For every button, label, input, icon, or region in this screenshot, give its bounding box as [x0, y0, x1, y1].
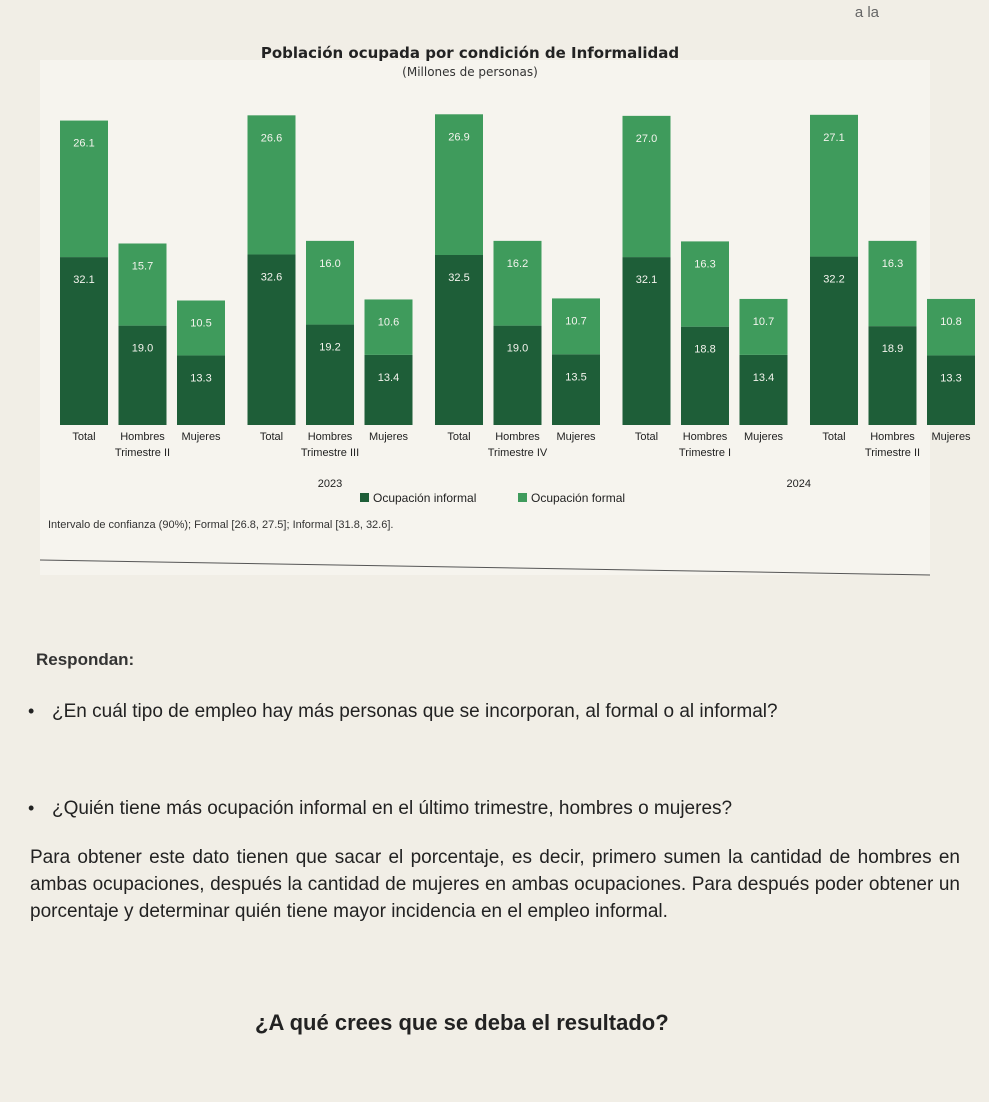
year-label: 2024 [786, 478, 811, 490]
chart-title: Población ocupada por condición de Informalidad [260, 44, 680, 62]
bar-informal [740, 355, 788, 425]
bar-informal [681, 327, 729, 425]
value-label-formal: 16.3 [694, 258, 716, 271]
category-label: Mujeres [743, 431, 784, 443]
bar-informal [552, 354, 600, 425]
value-label-formal: 16.0 [319, 257, 341, 270]
value-label-formal: 26.9 [448, 131, 470, 144]
category-label: Total [634, 431, 659, 443]
bar-informal [927, 355, 975, 425]
value-label-formal: 27.1 [823, 131, 845, 144]
bar-formal [306, 241, 354, 325]
bar-informal [494, 326, 542, 425]
chart-panel [40, 60, 930, 575]
value-label-informal: 13.3 [940, 372, 962, 385]
category-label: Mujeres [181, 431, 221, 443]
category-label: Hombres [682, 431, 728, 443]
bar-informal [365, 355, 413, 425]
bar-formal [869, 241, 917, 326]
chart-subtitle: (Millones de personas) [402, 65, 538, 79]
bar-informal [869, 326, 917, 425]
legend-label-informal: Ocupación informal [373, 491, 477, 505]
bar-informal [119, 326, 167, 425]
value-label-formal: 10.6 [377, 316, 400, 329]
category-label: Hombres [870, 431, 915, 443]
value-label-informal: 13.3 [190, 372, 212, 385]
value-label-formal: 10.7 [565, 315, 587, 328]
question-text: ¿En cuál tipo de empleo hay más personas que se incorporan, al formal o al informal? [52, 701, 778, 722]
value-label-informal: 32.5 [448, 272, 470, 284]
value-label-informal: 18.9 [881, 343, 904, 356]
category-label: Total [259, 431, 284, 443]
legend-swatch-formal [518, 493, 527, 502]
category-label: Hombres [495, 431, 540, 443]
value-label-formal: 16.3 [881, 257, 904, 270]
legend-swatch-informal [360, 493, 369, 502]
value-label-informal: 18.8 [694, 343, 716, 356]
bar-informal [306, 325, 354, 425]
value-label-formal: 26.1 [73, 137, 95, 150]
category-label: Hombres [307, 431, 353, 443]
value-label-informal: 19.0 [506, 342, 529, 355]
closing-question: ¿A qué crees que se deba el resultado? [255, 1010, 669, 1035]
bar-informal [177, 355, 225, 425]
question-item [28, 700, 952, 724]
question-item [28, 797, 952, 821]
value-label-informal: 32.6 [260, 271, 283, 284]
bar-formal [681, 241, 729, 326]
category-label: Total [72, 431, 96, 443]
group-label: Trimestre II [864, 447, 921, 459]
value-label-formal: 10.7 [752, 315, 775, 328]
bar-formal [119, 243, 167, 325]
category-label: Mujeres [368, 431, 409, 443]
group-label: Trimestre I [678, 447, 732, 459]
category-label: Mujeres [931, 431, 971, 443]
instructions-paragraph: Para obtener este dato tienen que sacar el porcentaje, es decir, primero sumen la cantidad de hombres en ambas ocupaciones, después la cantidad de mujeres en ambas ocupaciones. Para después poder obtener un porcentaje y determinar quién tiene mayor incidencia en el empleo informal. [30, 847, 960, 922]
value-label-informal: 32.1 [635, 274, 658, 287]
group-label: Trimestre III [300, 447, 360, 459]
legend-label-formal: Ocupación formal [531, 491, 626, 505]
questions-heading: Respondan: [36, 650, 135, 669]
value-label-informal: 32.2 [823, 273, 845, 286]
question-text: ¿Quién tiene más ocupación informal en el último trimestre, hombres o mujeres? [52, 798, 733, 819]
category-label: Hombres [120, 431, 165, 443]
value-label-informal: 32.1 [73, 274, 95, 287]
group-label: Trimestre II [114, 447, 171, 459]
bullet-icon: • [28, 798, 35, 818]
value-label-informal: 19.0 [131, 342, 154, 355]
value-label-formal: 26.6 [260, 132, 283, 145]
category-label: Total [822, 431, 846, 443]
value-label-informal: 19.2 [319, 341, 341, 354]
year-label: 2023 [317, 478, 343, 490]
category-label: Total [447, 431, 471, 443]
value-label-formal: 16.2 [506, 257, 529, 270]
value-label-informal: 13.5 [565, 371, 587, 384]
bullet-icon: • [28, 701, 35, 721]
value-label-formal: 10.5 [190, 317, 212, 330]
group-label: Trimestre IV [487, 447, 548, 459]
value-label-formal: 10.8 [940, 315, 962, 328]
value-label-formal: 27.0 [635, 132, 658, 145]
value-label-informal: 13.4 [377, 371, 400, 384]
value-label-formal: 15.7 [131, 260, 154, 273]
value-label-informal: 13.4 [752, 371, 775, 384]
chart-footnote: Intervalo de confianza (90%); Formal [26.8, 27.5]; Informal [31.8, 32.6]. [48, 519, 394, 531]
category-label: Mujeres [556, 431, 596, 443]
corner-text: a la [854, 4, 879, 21]
bar-formal [494, 241, 542, 326]
